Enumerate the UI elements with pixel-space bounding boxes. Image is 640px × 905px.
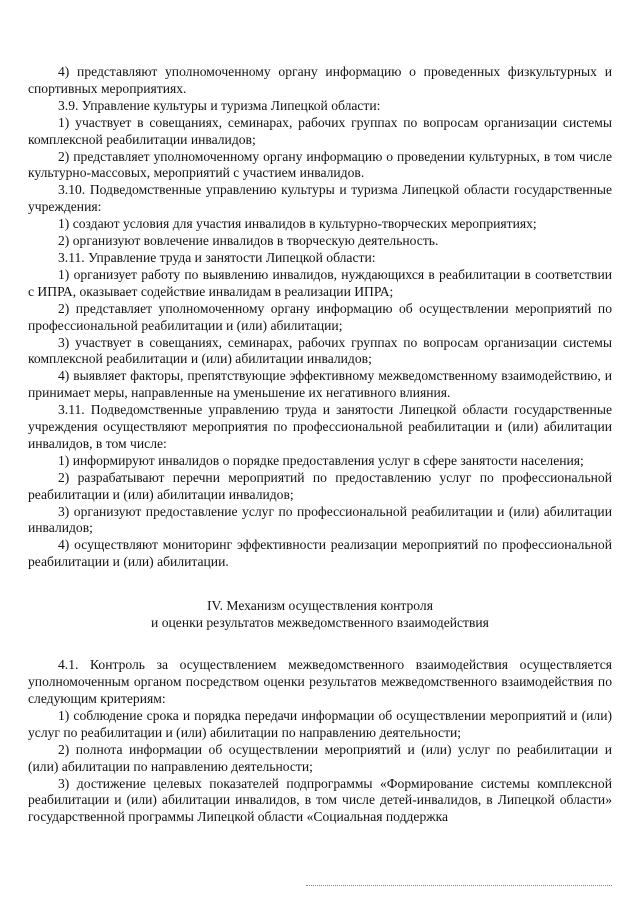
paragraph: 2) представляет уполномоченному органу информацию об осуществлении мероприятий по профессиональной реабилитации и (или) абилитации; xyxy=(28,300,612,333)
paragraph: 2) полнота информации об осуществлении мероприятий и (или) услуг по реабилитации и (или) абилитации по направлению деятельности; xyxy=(28,741,612,774)
paragraph: 2) организуют вовлечение инвалидов в творческую деятельность. xyxy=(58,233,439,249)
paragraph: 3.9. Управление культуры и туризма Липецкой области: xyxy=(58,97,381,113)
document-page xyxy=(28,64,612,826)
heading-line-1: IV. Механизм осуществления контроля xyxy=(207,598,433,614)
section-4-heading xyxy=(28,597,612,631)
paragraph: 2) разрабатывают перечни мероприятий по предоставлению услуг по профессиональной реабилитации и (или) абилитации инвалидов; xyxy=(28,469,612,502)
heading-line-2: и оценки результатов межведомственного взаимодействия xyxy=(151,615,489,631)
paragraph: 3.11. Управление труда и занятости Липецкой области: xyxy=(58,249,376,265)
paragraph: 4) осуществляют мониторинг эффективности реализации мероприятий по профессиональной реабилитации и (или) абилитации. xyxy=(28,537,612,570)
paragraph: 4.1. Контроль за осуществлением межведомственного взаимодействия осуществляется уполномоченным органом посредством оценки результатов межведомственного взаимодействия по следующим критериям: xyxy=(28,657,612,706)
paragraph: 3) участвует в совещаниях, семинарах, рабочих группах по вопросам организации системы комплексной реабилитации и (или) абилитации инвалидов; xyxy=(28,334,612,367)
paragraph: 1) создают условия для участия инвалидов в культурно-творческих мероприятиях; xyxy=(58,216,537,232)
paragraph: 3.11. Подведомственные управлению труда и занятости Липецкой области государственные учреждения осуществляют мероприятия по профессиональной реабилитации и (или) абилитации инвалидов, в том числе: xyxy=(28,402,612,451)
section-3-paragraphs xyxy=(28,64,612,571)
paragraph: 1) участвует в совещаниях, семинарах, рабочих группах по вопросам организации системы комплексной реабилитации инвалидов; xyxy=(28,114,612,147)
paragraph: 3.10. Подведомственные управлению культуры и туризма Липецкой области государственные учреждения: xyxy=(28,182,612,215)
paragraph: 4) представляют уполномоченному органу информацию о проведенных физкультурных и спортивных мероприятиях. xyxy=(28,64,612,96)
paragraph: 4) выявляет факторы, препятствующие эффективному межведомственному взаимодействию, и принимает меры, направленные на уменьшение их негативного влияния. xyxy=(28,368,612,401)
paragraph: 3) достижение целевых показателей подпрограммы «Формирование системы комплексной реабилитации и (или) абилитации инвалидов, в том числе детей-инвалидов, в Липецкой области» государственной программы Липецкой области «Социальная поддержка xyxy=(28,775,612,825)
paragraph: 1) соблюдение срока и порядка передачи информации об осуществлении мероприятий и (или) услуг по реабилитации и (или) абилитации по направлению деятельности; xyxy=(28,707,612,740)
paragraph: 3) организуют предоставление услуг по профессиональной реабилитации и (или) абилитации инвалидов; xyxy=(28,503,612,536)
paragraph: 1) информируют инвалидов о порядке предоставления услуг в сфере занятости населения; xyxy=(58,452,584,468)
paragraph: 1) организует работу по выявлению инвалидов, нуждающихся в реабилитации в соответствии с ИПРА, оказывает содействие инвалидам в реализации ИПРА; xyxy=(28,266,612,299)
paragraph: 2) представляет уполномоченному органу информацию о проведении культурных, в том числе культурно-массовых, мероприятий с участием инвалидов. xyxy=(28,148,612,181)
footer-divider xyxy=(306,885,612,886)
section-4-paragraphs xyxy=(28,657,612,826)
